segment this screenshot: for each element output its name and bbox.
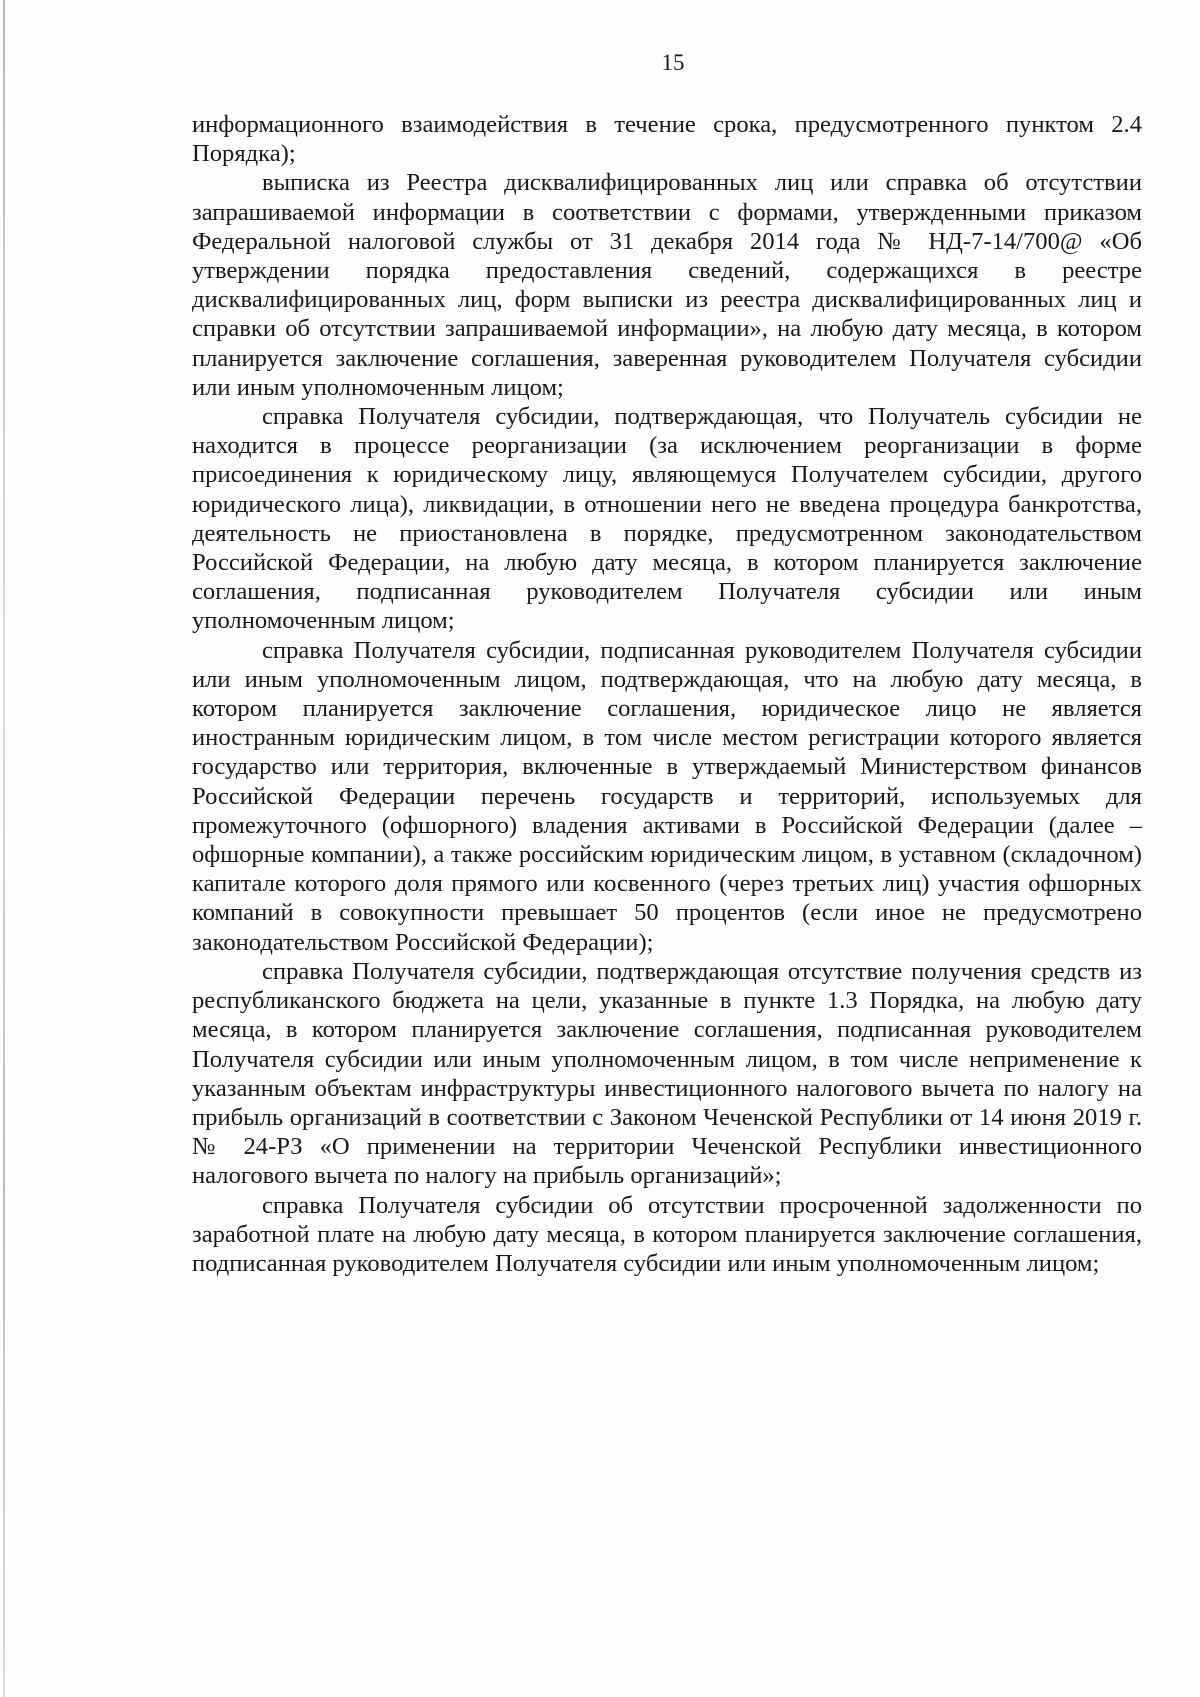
paragraph-budget-funds-certificate: справка Получателя субсидии, подтверждающая отсутствие получения средств из республиканского бюджета на цели, указанные в пункте 1.3 Порядка, на любую дату месяца, в котором планируется заключение соглашения, подписанная руководителем Получателя субсидии или иным уполномоченным лицом, в том числе неприменение к указанным объектам инфраструктуры инвестиционного налогового вычета по налогу на прибыль организаций в соответствии с Законом Чеченской Республики от 14 июня 2019 г. № 24-РЗ «О применении на территории Чеченской Республики инвестиционного налогового вычета по налогу на прибыль организаций»; — [192, 957, 1142, 1190]
paragraph-reorganization-certificate: справка Получателя субсидии, подтверждающая, что Получатель субсидии не находится в процессе реорганизации (за исключением реорганизации в форме присоединения к юридическому лицу, являющемуся Получателем субсидии, другого юридического лица), ликвидации, в отношении него не введена процедура банкротства, деятельность не приостановлена в порядке, предусмотренном законодательством Российской Федерации, на любую дату месяца, в котором планируется заключение соглашения, подписанная руководителем Получателя субсидии или иным уполномоченным лицом; — [192, 403, 1142, 635]
paragraph-salary-arrears-certificate: справка Получателя субсидии об отсутствии просроченной задолженности по заработной плате на любую дату месяца, в котором планируется заключение соглашения, подписанная руководителем Получателя субсидии или иным уполномоченным лицом; — [192, 1191, 1142, 1277]
paragraph-disqualified-registry-extract: выписка из Реестра дисквалифицированных лиц или справка об отсутствии запрашиваемой информации в соответствии с формами, утвержденными приказом Федеральной налоговой службы от 31 декабря 2014 года № НД-7-14/700@ «Об утверждении порядка предоставления сведений, содержащихся в реестре дисквалифицированных лиц, форм выписки из реестра дисквалифицированных лиц и справки об отсутствии запрашиваемой информации», на любую дату месяца, в котором планируется заключение соглашения, заверенная руководителем Получателя субсидии или иным уполномоченным лицом; — [192, 169, 1142, 401]
paragraph-offshore-certificate: справка Получателя субсидии, подписанная руководителем Получателя субсидии или иным уполномоченным лицом, подтверждающая, что на любую дату месяца, в котором планируется заключение соглашения, юридическое лицо не является иностранным юридическим лицом, в том числе местом регистрации которого является государство или территория, включенные в утверждаемый Министерством финансов Российской Федерации перечень государств и территорий, используемых для промежуточного (офшорного) владения активами в Российской Федерации (далее – офшорные компании), а также российским юридическим лицом, в уставном (складочном) капитале которого доля прямого или косвенного (через третьих лиц) участия офшорных компаний в совокупности превышает 50 процентов (если иное не предусмотрено законодательством Российской Федерации); — [192, 636, 1142, 956]
paragraph-continuation: информационного взаимодействия в течение срока, предусмотренного пунктом 2.4 Порядка); — [192, 111, 1142, 168]
scan-edge — [3, 0, 5, 1697]
page-number: 15 — [661, 50, 685, 75]
document-body — [192, 110, 1142, 1278]
